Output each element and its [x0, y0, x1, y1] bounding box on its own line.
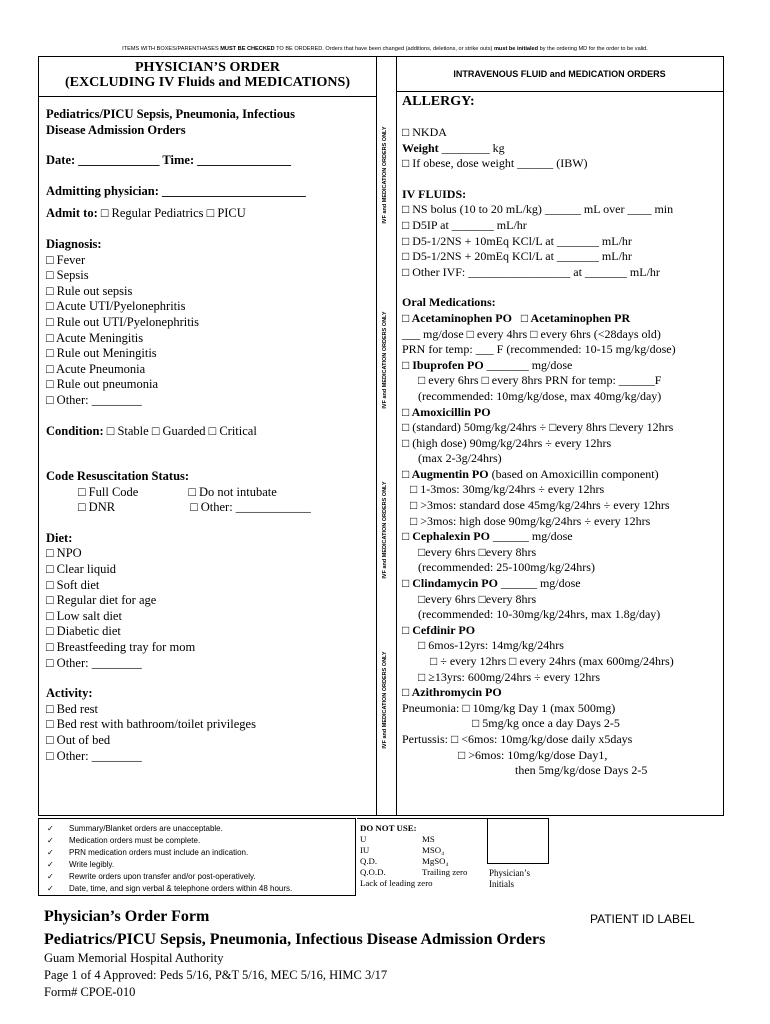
abbrev: MgSO₄	[422, 856, 449, 866]
check-icon: ✓	[47, 860, 54, 869]
checklist-item	[47, 847, 355, 859]
cephalexin-option[interactable]: □ Cephalexin PO	[402, 529, 490, 544]
clindamycin-dose[interactable]: ______ mg/dose	[497, 576, 581, 591]
diagnosis-option[interactable]: □ Acute Pneumonia	[46, 361, 146, 376]
ibuprofen-option[interactable]: □ Ibuprofen PO	[402, 357, 484, 372]
checklist-text: Rewrite orders upon transfer and/or post-operatively.	[69, 872, 256, 881]
diagnosis-option[interactable]: □ Other: ________	[46, 392, 142, 407]
checklist-item	[47, 823, 355, 835]
vertical-label: IVF and MEDICATION ORDERS ONLY	[382, 126, 388, 224]
azithromycin-pneumonia[interactable]: Pneumonia: □ 10mg/kg Day 1 (max 500mg)	[402, 700, 616, 715]
augmentin-note: (based on Amoxicillin component)	[488, 466, 659, 481]
code-status-options[interactable]: □ DNR □ Other: ____________	[78, 500, 311, 515]
acetaminophen-prn[interactable]: PRN for temp: ___ F (recommended: 10-15 mg/kg/dose)	[402, 342, 676, 357]
clindamycin-recommendation: (recommended: 10-30mg/kg/24hrs, max 1.8g/day)	[418, 607, 661, 622]
diet-option[interactable]: □ Regular diet for age	[46, 593, 157, 608]
physician-initials-box[interactable]	[487, 818, 549, 864]
amoxicillin-high-dose[interactable]: □ (high dose) 90mg/kg/24hrs ÷ every 12hrs	[402, 435, 612, 450]
order-set-title: Disease Admission Orders	[46, 122, 186, 137]
augmentin-option[interactable]: □ Augmentin PO	[402, 466, 489, 481]
condition-label: Condition:	[46, 423, 104, 438]
cefdinir-option[interactable]: □ Cefdinir PO	[402, 622, 476, 637]
abbrev: Q.D.	[360, 856, 378, 866]
admitting-physician-field[interactable]: Admitting physician: _______________________	[46, 183, 306, 198]
diagnosis-option[interactable]: □ Rule out UTI/Pyelonephritis	[46, 314, 200, 329]
vertical-label: IVF and MEDICATION ORDERS ONLY	[382, 481, 388, 579]
do-not-use-row	[360, 834, 487, 845]
ivf-option[interactable]: □ Other IVF: _________________ at _______ mL/hr	[402, 264, 660, 279]
augmentin-dose-option[interactable]: □ >3mos: high dose 90mg/kg/24hrs ÷ every 12hrs	[410, 513, 651, 528]
ibuprofen-dose[interactable]: _______ mg/dose	[483, 357, 573, 372]
diet-option[interactable]: □ Breastfeeding tray for mom	[46, 640, 196, 655]
diagnosis-option[interactable]: □ Sepsis	[46, 268, 89, 283]
diagnosis-option[interactable]: □ Fever	[46, 252, 86, 267]
acetaminophen-row[interactable]	[402, 311, 722, 327]
azithromycin-pertussis[interactable]: □ >6mos: 10mg/kg/dose Day1,	[458, 747, 608, 762]
weight-row[interactable]	[402, 141, 722, 157]
iv-fluids-label: IV FLUIDS:	[402, 186, 467, 201]
ivf-option[interactable]: □ D5-1/2NS + 20mEq KCl/L at _______ mL/hr	[402, 249, 632, 264]
ivf-medication-header: INTRAVENOUS FLUID and MEDICATION ORDERS	[396, 57, 723, 92]
note-part: MUST BE CHECKED	[220, 46, 275, 52]
activity-option[interactable]: □ Bed rest	[46, 701, 98, 716]
vertical-label-strip	[376, 57, 396, 817]
activity-option[interactable]: □ Out of bed	[46, 733, 111, 747]
amoxicillin-option[interactable]: □ Amoxicillin PO	[402, 404, 491, 419]
diet-option[interactable]: □ NPO	[46, 546, 82, 561]
diet-option[interactable]: □ Clear liquid	[46, 562, 117, 577]
do-not-use-title: DO NOT USE:	[360, 823, 417, 833]
checklist-text: Write legibly.	[69, 860, 115, 869]
check-icon: ✓	[47, 884, 54, 893]
order-rules-checklist	[38, 818, 356, 896]
do-not-use-list	[357, 818, 487, 896]
cefdinir-dose-option[interactable]: □ 6mos-12yrs: 14mg/kg/24hrs	[418, 638, 564, 653]
abbrev: MS	[422, 834, 435, 844]
augmentin-dose-option[interactable]: □ 1-3mos: 30mg/kg/24hrs ÷ every 12hrs	[410, 482, 605, 497]
checklist-item	[47, 883, 355, 895]
ibuprofen-frequency[interactable]: □ every 6hrs □ every 8hrs PRN for temp: ______F	[418, 373, 662, 388]
diagnosis-option[interactable]: □ Acute Meningitis	[46, 330, 144, 345]
check-icon: ✓	[47, 836, 54, 845]
checklist-text: Date, time, and sign verbal & telephone orders within 48 hours.	[69, 884, 293, 893]
activity-option[interactable]: □ Bed rest with bathroom/toilet privileges	[46, 717, 256, 732]
note-part: TO BE ORDERED. Orders that have been changed (additions, deletions, or strike outs)	[274, 46, 494, 52]
diagnosis-option[interactable]: □ Acute UTI/Pyelonephritis	[46, 299, 186, 314]
abbrev: Trailing zero	[422, 867, 468, 877]
left-order-column	[46, 107, 371, 764]
clindamycin-option[interactable]: □ Clindamycin PO	[402, 576, 498, 591]
header-line: PHYSICIAN’S ORDER	[134, 60, 281, 75]
right-order-column	[402, 93, 722, 779]
azithromycin-pneumonia[interactable]: □ 5mg/kg once a day Days 2-5	[472, 716, 620, 731]
checklist-item	[47, 859, 355, 871]
ibuprofen-row[interactable]	[402, 358, 722, 374]
clindamycin-frequency[interactable]: □every 6hrs □every 8hrs	[418, 591, 537, 606]
acetaminophen-dose[interactable]: ___ mg/dose □ every 4hrs □ every 6hrs (<28days old)	[402, 326, 661, 341]
do-not-use-row	[360, 845, 487, 856]
azithromycin-pertussis[interactable]: Pertussis: □ <6mos: 10mg/kg/dose daily x5days	[402, 731, 633, 746]
amoxicillin-standard[interactable]: □ (standard) 50mg/kg/24hrs ÷ □every 8hrs □every 12hrs	[402, 420, 674, 435]
azithromycin-pertussis[interactable]: then 5mg/kg/dose Days 2-5	[515, 763, 648, 778]
acetaminophen-po-option[interactable]: □ Acetaminophen PO	[402, 310, 512, 325]
header-line: (EXCLUDING IV Fluids and MEDICATIONS)	[65, 75, 350, 90]
order-form-frame	[38, 56, 724, 816]
oral-medications-label: Oral Medications:	[402, 295, 496, 310]
diet-option[interactable]: □ Soft diet	[46, 577, 100, 592]
column-divider	[396, 57, 397, 815]
hospital-name: Guam Memorial Hospital Authority	[44, 951, 224, 965]
diagnosis-option[interactable]: □ Rule out pneumonia	[46, 377, 159, 392]
do-not-use-row	[360, 867, 487, 878]
form-number: Form# CPOE-010	[44, 985, 136, 999]
order-set-title: Pediatrics/PICU Sepsis, Pneumonia, Infectious	[46, 107, 295, 121]
patient-id-label: PATIENT ID LABEL	[590, 912, 695, 926]
diet-option[interactable]: □ Low salt diet	[46, 608, 122, 623]
diet-option[interactable]: □ Other: ________	[46, 655, 142, 670]
cefdinir-dose-option[interactable]: □ ≥13yrs: 600mg/24hrs ÷ every 12hrs	[418, 669, 601, 684]
ibuprofen-recommendation: (recommended: 10mg/kg/dose, max 40mg/kg/day)	[418, 388, 662, 403]
note-part: must be initialed	[493, 46, 539, 52]
code-status-label: Code Resuscitation Status:	[46, 469, 190, 484]
check-icon: ✓	[47, 824, 54, 833]
checklist-text: Medication orders must be complete.	[69, 836, 201, 845]
ivf-option[interactable]: □ NS bolus (10 to 20 mL/kg) ______ mL over ____ min	[402, 202, 674, 217]
checklist-text: PRN medication orders must include an indication.	[69, 848, 249, 857]
code-status-options[interactable]: □ Full Code □ Do not intubate	[78, 484, 277, 499]
cefdinir-frequency[interactable]: □ ÷ every 12hrs □ every 24hrs (max 600mg/24hrs)	[430, 654, 674, 668]
condition-options[interactable]: □ Stable □ Guarded □ Critical	[103, 423, 257, 438]
date-time-field[interactable]: Date: _____________ Time: _______________	[46, 153, 292, 168]
vertical-label: IVF and MEDICATION ORDERS ONLY	[382, 651, 388, 749]
obese-weight-option[interactable]: □ If obese, dose weight ______ (IBW)	[402, 156, 588, 171]
ivf-option[interactable]: □ D5-1/2NS + 10mEq KCl/L at _______ mL/hr	[402, 233, 632, 248]
admit-to-label: Admit to:	[46, 206, 98, 221]
augmentin-dose-option[interactable]: □ >3mos: standard dose 45mg/kg/24hrs ÷ every 12hrs	[410, 498, 670, 513]
vertical-label: IVF and MEDICATION ORDERS ONLY	[382, 311, 388, 409]
weight-label: Weight	[402, 140, 439, 155]
allergy-label: ALLERGY:	[402, 94, 475, 109]
azithromycin-option[interactable]: □ Azithromycin PO	[402, 685, 502, 700]
check-icon: ✓	[47, 872, 54, 881]
initials-line: Physician’s	[489, 868, 531, 878]
physician-order-header	[39, 57, 376, 97]
page-approval-info: Page 1 of 4 Approved: Peds 5/16, P&T 5/16, MEC 5/16, HIMC 3/17	[44, 968, 388, 982]
amoxicillin-max: (max 2-3g/24hrs)	[418, 451, 502, 466]
weight-field[interactable]: ________ kg	[438, 140, 505, 155]
ivf-option[interactable]: □ D5IP at _______ mL/hr	[402, 217, 527, 232]
note-part: ITEMS WITH BOXES/PARENTHASES	[122, 46, 221, 52]
diet-option[interactable]: □ Diabetic diet	[46, 624, 121, 639]
acetaminophen-pr-option[interactable]: □ Acetaminophen PR	[520, 310, 631, 325]
checklist-item	[47, 871, 355, 883]
checklist-item	[47, 835, 355, 847]
initials-line: Initials	[489, 879, 514, 889]
cephalexin-recommendation: (recommended: 25-100mg/kg/24hrs)	[418, 560, 595, 575]
cephalexin-dose[interactable]: ______ mg/dose	[489, 529, 573, 544]
diagnosis-option[interactable]: □ Rule out sepsis	[46, 283, 133, 298]
check-icon: ✓	[47, 848, 54, 857]
note-part: by the ordering MD for the order to be valid.	[538, 46, 648, 52]
activity-label: Activity:	[46, 686, 93, 701]
clindamycin-row[interactable]	[402, 576, 722, 592]
top-instruction-note	[0, 46, 770, 52]
cephalexin-row[interactable]	[402, 529, 722, 545]
abbrev: MSO₄	[422, 845, 445, 855]
diagnosis-label: Diagnosis:	[46, 236, 102, 251]
nkda-checkbox[interactable]: □ NKDA	[402, 125, 447, 139]
checklist-text: Summary/Blanket orders are unacceptable.	[69, 824, 223, 833]
physician-initials-label	[489, 868, 530, 890]
abbrev: U	[360, 834, 367, 844]
do-not-use-row: Lack of leading zero	[360, 878, 433, 888]
condition-row[interactable]	[46, 424, 371, 440]
abbrev: IU	[360, 845, 370, 855]
form-title: Physician’s Order Form	[44, 908, 210, 925]
augmentin-row[interactable]	[402, 467, 722, 483]
admit-to-options[interactable]: □ Regular Pediatrics □ PICU	[97, 206, 246, 221]
diagnosis-option[interactable]: □ Rule out Meningitis	[46, 346, 157, 361]
admit-to-row[interactable]	[46, 206, 371, 222]
do-not-use-row	[360, 856, 487, 867]
activity-option[interactable]: □ Other: ________	[46, 748, 142, 763]
diet-label: Diet:	[46, 530, 73, 545]
cephalexin-frequency[interactable]: □every 6hrs □every 8hrs	[418, 544, 537, 559]
form-subtitle: Pediatrics/PICU Sepsis, Pneumonia, Infectious Disease Admission Orders	[44, 931, 546, 948]
abbrev: Q.O.D.	[360, 867, 386, 877]
